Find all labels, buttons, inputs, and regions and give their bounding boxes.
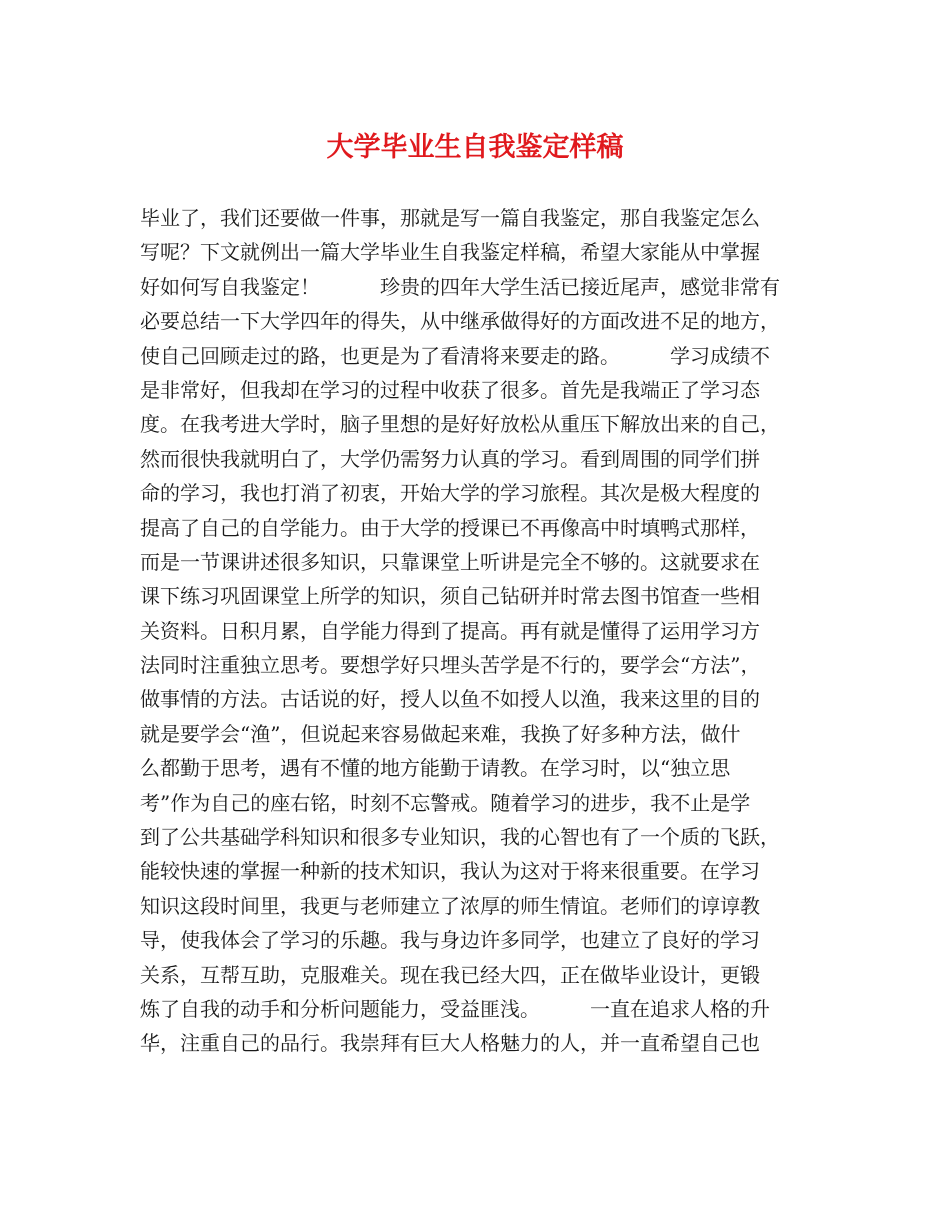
body-line: 毕业了，我们还要做一件事，那就是写一篇自我鉴定，那自我鉴定怎么 bbox=[140, 206, 760, 230]
body-line: 度。在我考进大学时，脑子里想的是好好放松从重压下解放出来的自己， bbox=[140, 412, 780, 437]
body-line: 知识这段时间里，我更与老师建立了浓厚的师生情谊。老师们的谆谆教 bbox=[140, 893, 760, 918]
body-line: 导，使我体会了学习的乐趣。我与身边许多同学，也建立了良好的学习 bbox=[140, 928, 760, 953]
body-line: 写呢？下文就例出一篇大学毕业生自我鉴定样稿，希望大家能从中掌握 bbox=[140, 240, 760, 265]
body-line: 华，注重自己的品行。我崇拜有巨大人格魅力的人，并一直希望自己也 bbox=[140, 1031, 760, 1056]
body-line: 提高了自己的自学能力。由于大学的授课已不再像高中时填鸭式那样， bbox=[140, 515, 760, 540]
body-line: 课下练习巩固课堂上所学的知识，须自己钻研并时常去图书馆查一些相 bbox=[140, 584, 760, 609]
body-line: 必要总结一下大学四年的得失，从中继承做得好的方面改进不足的地方， bbox=[140, 309, 780, 334]
body-line: 关资料。日积月累，自学能力得到了提高。再有就是懂得了运用学习方 bbox=[140, 618, 760, 643]
body-line: 命的学习，我也打消了初衷，开始大学的学习旅程。其次是极大程度的 bbox=[140, 481, 760, 506]
body-line: 法同时注重独立思考。要想学好只埋头苦学是不行的，要学会“方法”， bbox=[140, 653, 761, 678]
body-line: 就是要学会“渔”，但说起来容易做起来难，我换了好多种方法，做什 bbox=[140, 721, 741, 746]
body-line: 考”作为自己的座右铭，时刻不忘警戒。随着学习的进步，我不止是学 bbox=[140, 790, 751, 815]
document-body bbox=[140, 201, 840, 1061]
body-line: 炼了自我的动手和分析问题能力，受益匪浅。 一直在追求人格的升 bbox=[140, 996, 770, 1021]
body-line: 做事情的方法。古话说的好，授人以鱼不如授人以渔，我来这里的目的 bbox=[140, 687, 760, 712]
body-line: 而是一节课讲述很多知识，只靠课堂上听讲是完全不够的。这就要求在 bbox=[140, 549, 760, 574]
body-line: 好如何写自我鉴定！ 珍贵的四年大学生活已接近尾声，感觉非常有 bbox=[140, 274, 780, 299]
body-line: 是非常好，但我却在学习的过程中收获了很多。首先是我端正了学习态 bbox=[140, 377, 760, 402]
body-line: 然而很快我就明白了，大学仍需努力认真的学习。看到周围的同学们拼 bbox=[140, 446, 760, 471]
document-title: 大学毕业生自我鉴定样稿 bbox=[326, 132, 624, 163]
body-line: 到了公共基础学科知识和很多专业知识，我的心智也有了一个质的飞跃， bbox=[140, 825, 780, 850]
body-line: 关系，互帮互助，克服难关。现在我已经大四，正在做毕业设计，更锻 bbox=[140, 962, 760, 987]
body-line: 么都勤于思考，遇有不懂的地方能勤于请教。在学习时，以“独立思 bbox=[140, 756, 731, 781]
body-line: 使自己回顾走过的路，也更是为了看清将来要走的路。 学习成绩不 bbox=[140, 343, 770, 368]
body-line: 能较快速的掌握一种新的技术知识，我认为这对于将来很重要。在学习 bbox=[140, 859, 760, 884]
